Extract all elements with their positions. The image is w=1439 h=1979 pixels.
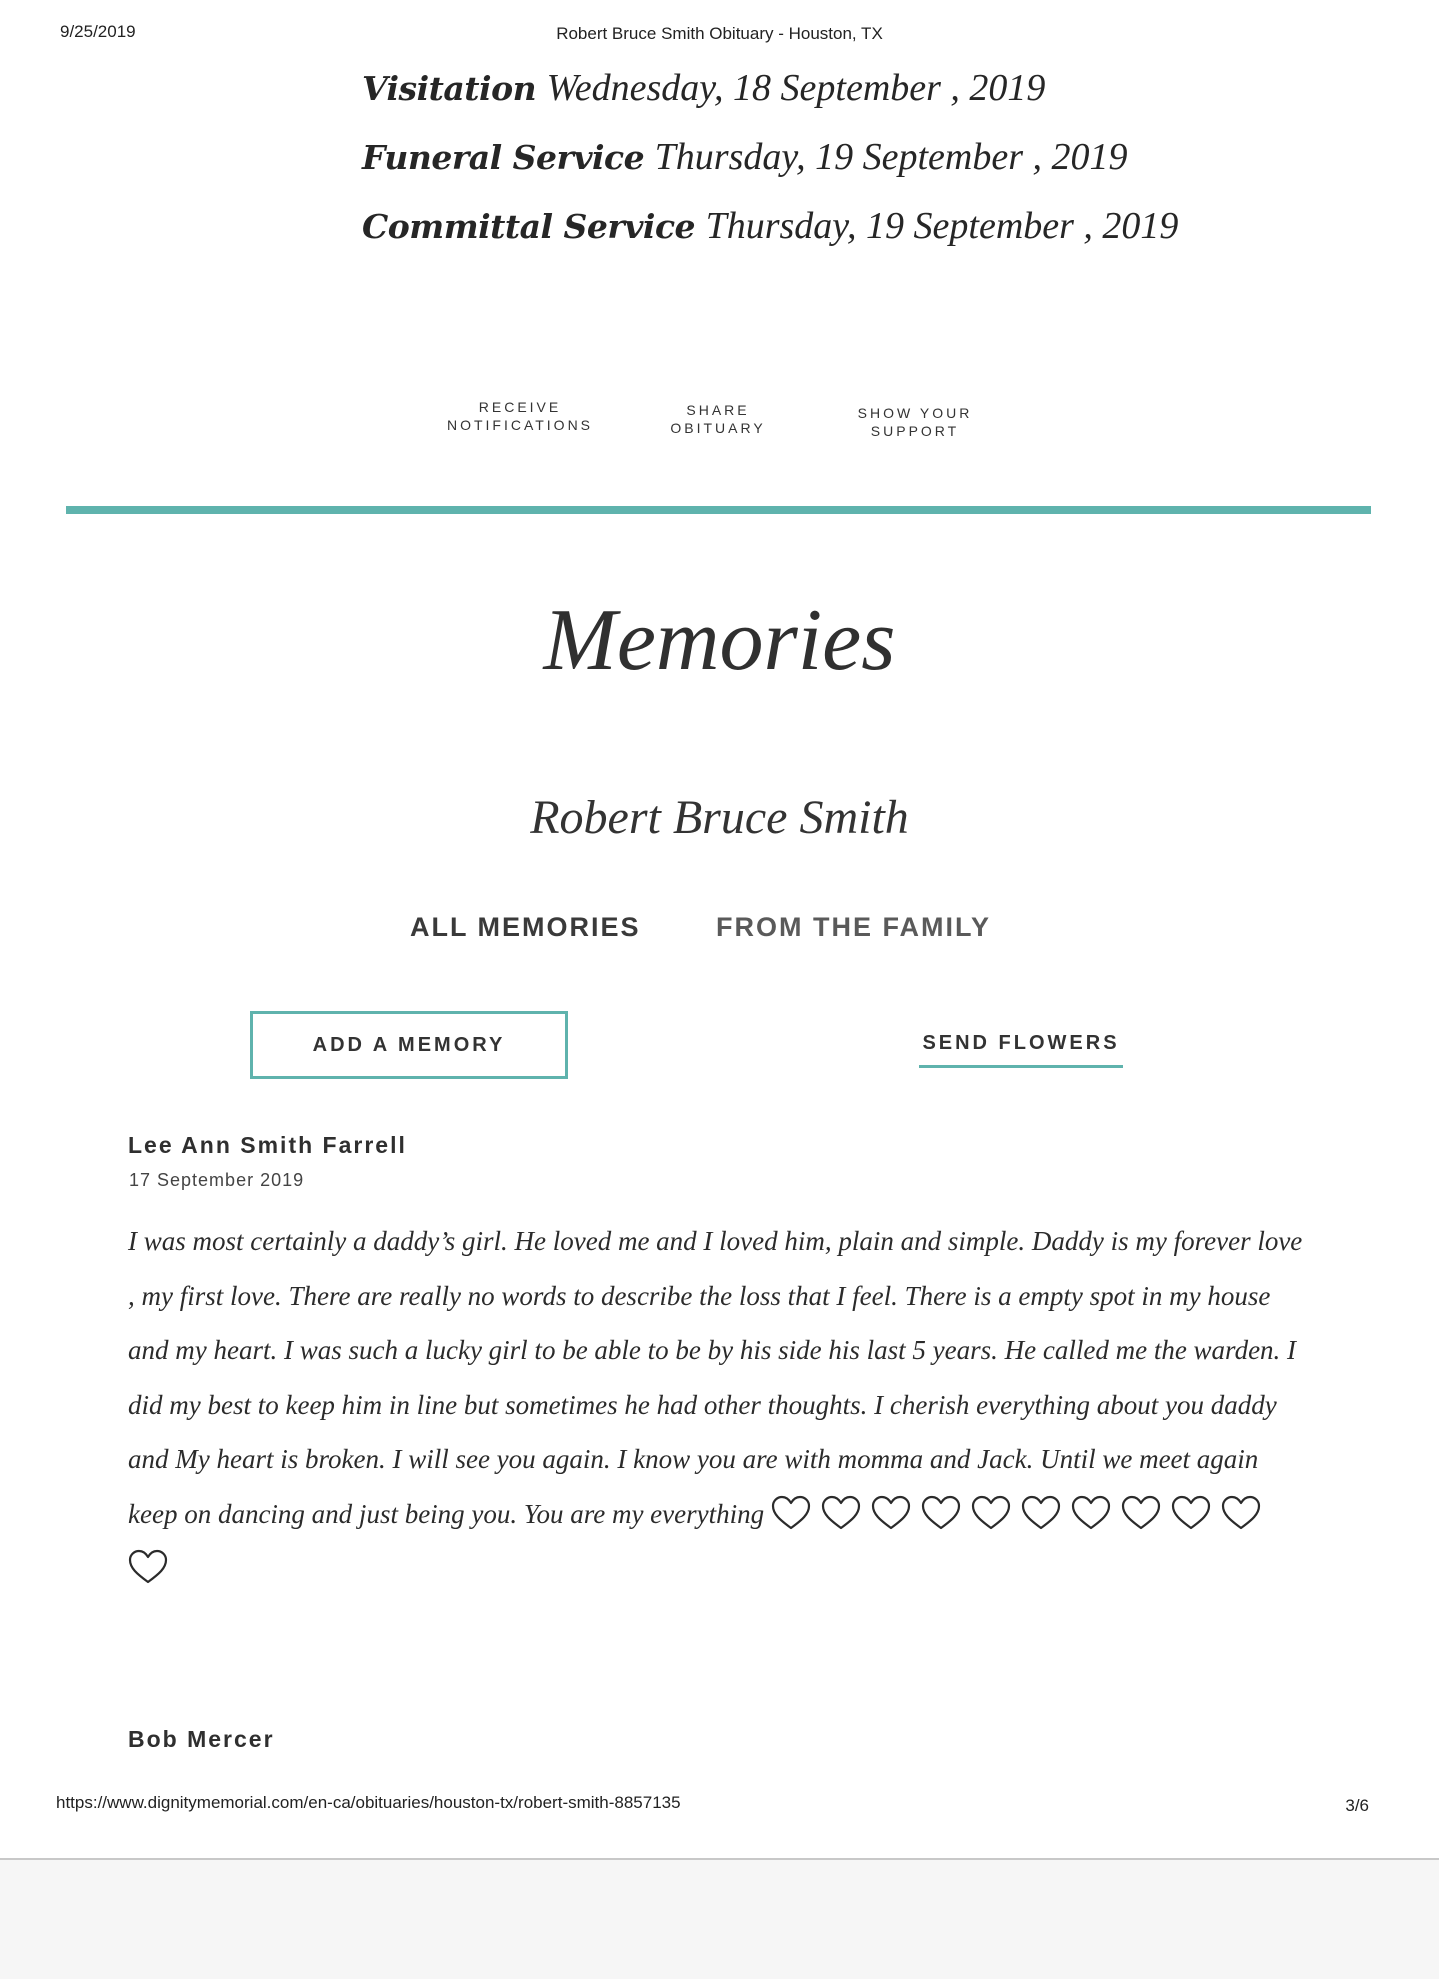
service-date: Thursday, 19 September , 2019: [705, 205, 1179, 247]
heart-outline-icon: [971, 1495, 1011, 1531]
service-committal: [362, 204, 1178, 248]
action-label-line: SUPPORT: [870, 423, 960, 439]
section-divider: [66, 506, 1371, 514]
share-obituary-button[interactable]: [638, 401, 798, 437]
memory-author: Lee Ann Smith Farrell: [128, 1132, 407, 1158]
memory-text-block: [128, 1214, 1308, 1596]
send-flowers-link[interactable]: SEND FLOWERS: [919, 1032, 1123, 1068]
print-page-number: 3/6: [1345, 1796, 1369, 1815]
service-label: Funeral Service: [362, 138, 645, 177]
tab-from-the-family[interactable]: FROM THE FAMILY: [716, 912, 992, 942]
heart-outline-icon: [128, 1549, 168, 1585]
show-support-button[interactable]: [830, 404, 1000, 440]
heart-outline-icon: [1071, 1495, 1111, 1531]
print-date: 9/25/2019: [60, 22, 136, 41]
service-funeral: [362, 135, 1128, 179]
heart-outline-icon: [921, 1495, 961, 1531]
action-label-line: NOTIFICATIONS: [446, 417, 594, 433]
service-label: Visitation: [362, 69, 537, 108]
print-title: Robert Bruce Smith Obituary - Houston, TX: [556, 24, 883, 43]
add-memory-button[interactable]: ADD A MEMORY: [250, 1011, 568, 1079]
service-date: Thursday, 19 September , 2019: [654, 136, 1128, 178]
heart-outline-icon: [1171, 1495, 1211, 1531]
service-date: Wednesday, 18 September , 2019: [546, 67, 1046, 109]
scan-margin: [0, 1860, 1439, 1979]
obituary-actions: [0, 398, 1439, 458]
action-label-line: SHOW YOUR: [857, 405, 973, 421]
person-name: Robert Bruce Smith: [530, 791, 909, 844]
tab-all-memories[interactable]: ALL MEMORIES: [410, 912, 641, 942]
service-label: Committal Service: [362, 207, 696, 246]
receive-notifications-button[interactable]: [430, 398, 610, 434]
heart-outline-icon: [821, 1495, 861, 1531]
memory-author: Bob Mercer: [128, 1726, 275, 1752]
heart-outline-icon: [771, 1495, 811, 1531]
heart-outline-icon: [871, 1495, 911, 1531]
action-label-line: RECEIVE: [478, 399, 562, 415]
memory-date: 17 September 2019: [129, 1170, 305, 1190]
memories-title: Memories: [543, 592, 896, 689]
print-footer-url: https://www.dignitymemorial.com/en-ca/obituaries/houston-tx/robert-smith-8857135: [56, 1793, 681, 1812]
memory-text: I was most certainly a daddy’s girl. He loved me and I loved him, plain and simple. Daddy is my forever love , my first love. There are really no words to describe the loss that I feel. There is a empty spot in my house and my heart. I was such a lucky girl to be able to be by his side his last 5 years. He called me the warden. I did my best to keep him in line but sometimes he had other thoughts. I cherish everything about you daddy and My heart is broken. I will see you again. I know you are with momma and Jack. Until we meet again keep on dancing and just being you. You are my everything: [128, 1226, 1303, 1529]
heart-outline-icon: [1221, 1495, 1261, 1531]
heart-outline-icon: [1021, 1495, 1061, 1531]
heart-outline-icon: [1121, 1495, 1161, 1531]
action-label-line: OBITUARY: [670, 420, 766, 436]
service-visitation: [362, 66, 1045, 110]
action-label-line: SHARE: [686, 402, 750, 418]
